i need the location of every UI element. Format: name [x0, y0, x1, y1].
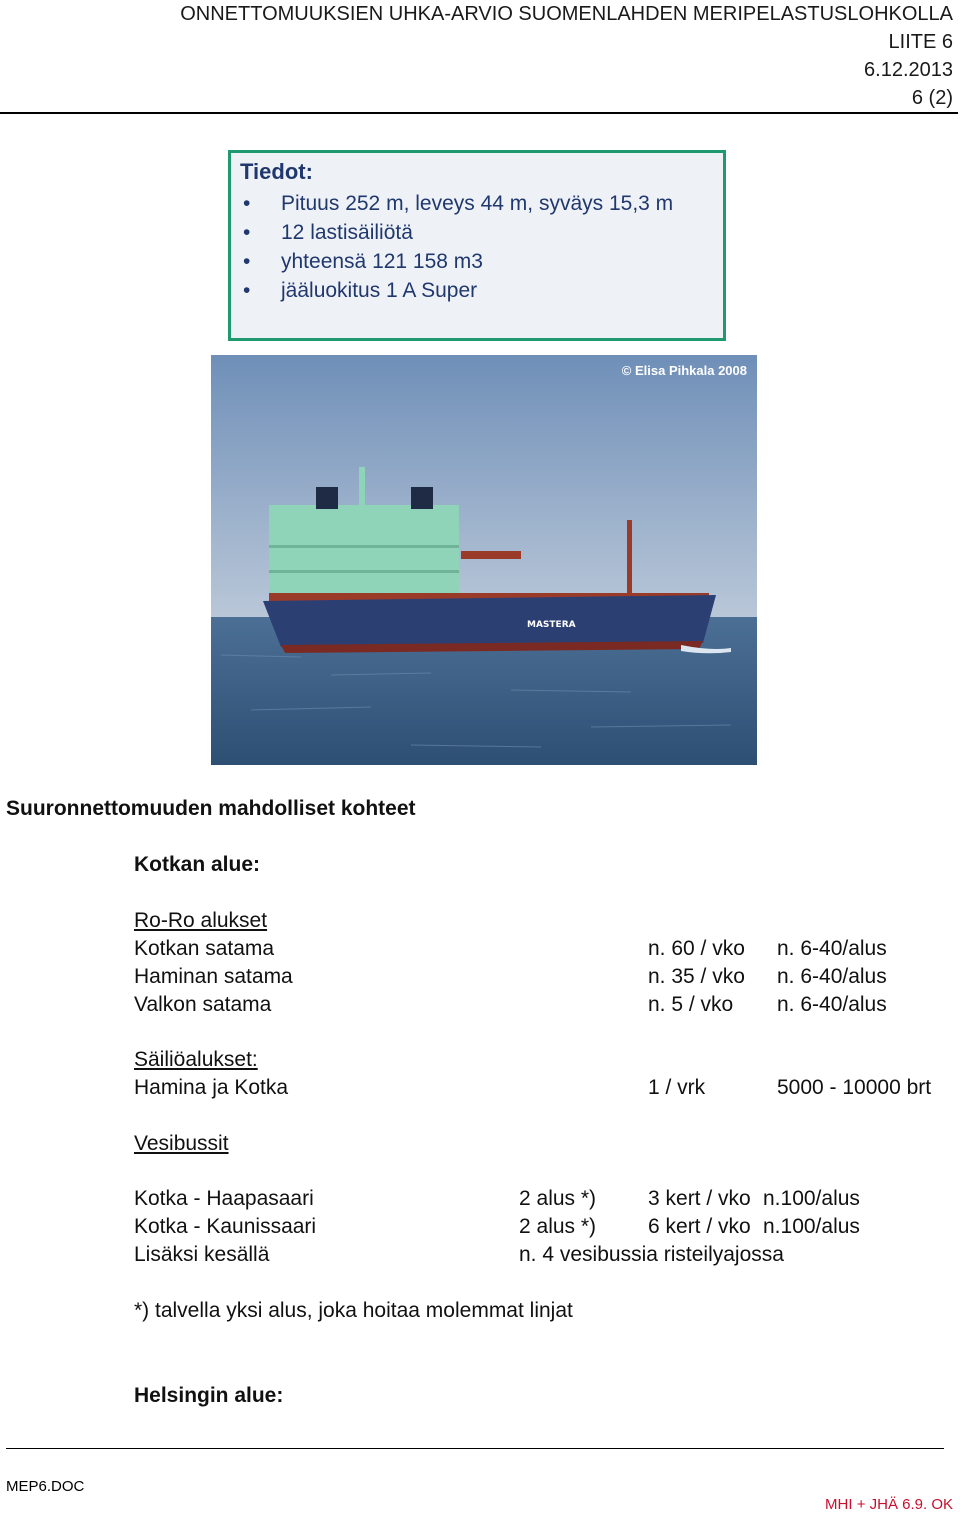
info-item: • 12 lastisäiliötä: [231, 218, 673, 247]
waterbus-freq: 6 kert / vko: [648, 1215, 751, 1238]
mast: [359, 467, 365, 507]
info-item: • yhteensä 121 158 m3: [231, 247, 673, 276]
roro-size: n. 6-40/alus: [777, 965, 887, 988]
ship-name-label: MASTERA: [527, 620, 576, 630]
waterbus-ships: 2 alus *): [519, 1215, 597, 1238]
info-item: • Pituus 252 m, leveys 44 m, syväys 15,3 m: [231, 189, 673, 218]
summer-value: n. 4 vesibussia risteilyajossa: [519, 1243, 784, 1266]
tankers-freq: 1 / vrk: [648, 1076, 706, 1099]
ship-info-box: [228, 150, 726, 341]
bullet-icon: •: [243, 279, 251, 302]
bullet-icon: •: [243, 250, 251, 273]
footnote: *) talvella yksi alus, joka hoitaa molemmat linjat: [134, 1299, 573, 1322]
roro-place: Kotkan satama: [134, 937, 275, 960]
footer-authors: MHI + JHÄ 6.9. OK: [825, 1496, 953, 1513]
funnel: [411, 487, 433, 509]
info-item: • jääluokitus 1 A Super: [231, 276, 673, 305]
ship-photo: [211, 355, 757, 765]
roro-place: Haminan satama: [134, 965, 293, 988]
funnel: [316, 487, 338, 509]
info-title: Tiedot:: [240, 159, 313, 184]
photo-copyright: © Elisa Pihkala 2008: [621, 363, 747, 378]
waterbus-ships: 2 alus *): [519, 1187, 597, 1210]
waterbus-size: n.100/alus: [763, 1215, 860, 1238]
waterbus-route: Kotka - Kaunissaari: [134, 1215, 317, 1238]
document-title: ONNETTOMUUKSIEN UHKA-ARVIO SUOMENLAHDEN MERIPELASTUSLOHKOLLA: [180, 3, 953, 25]
tanker-illustration: [211, 355, 757, 765]
summer-label: Lisäksi kesällä: [134, 1243, 270, 1266]
section-title: Suuronnettomuuden mahdolliset kohteet: [6, 797, 416, 820]
tankers-size: 5000 - 10000 brt: [777, 1076, 932, 1099]
header-rule: [0, 112, 958, 114]
bullet-icon: •: [243, 192, 251, 215]
waterbus-heading: Vesibussit: [134, 1132, 229, 1155]
roro-size: n. 6-40/alus: [777, 993, 887, 1016]
roro-size: n. 6-40/alus: [777, 937, 887, 960]
page-number: 6 (2): [911, 87, 953, 109]
waterbus-freq: 3 kert / vko: [648, 1187, 751, 1210]
info-list: [231, 189, 673, 305]
tankers-place: Hamina ja Kotka: [134, 1076, 289, 1099]
roro-heading: Ro-Ro alukset: [134, 909, 268, 932]
waterbus-size: n.100/alus: [763, 1187, 860, 1210]
hull: [263, 595, 716, 647]
document-date: 6.12.2013: [864, 59, 953, 81]
attachment-label: LIITE 6: [888, 31, 953, 53]
tankers-heading: Säiliöalukset:: [134, 1048, 258, 1071]
kotka-heading: Kotkan alue:: [134, 853, 261, 876]
footer-rule: [6, 1448, 944, 1449]
helsinki-heading: Helsingin alue:: [134, 1384, 284, 1407]
roro-place: Valkon satama: [134, 993, 272, 1016]
footer-filename: MEP6.DOC: [6, 1478, 85, 1495]
bullet-icon: •: [243, 221, 251, 244]
waterbus-route: Kotka - Haapasaari: [134, 1187, 314, 1210]
superstructure: [269, 505, 459, 597]
roro-freq: n. 35 / vko: [648, 965, 745, 988]
roro-freq: n. 60 / vko: [648, 937, 745, 960]
roro-freq: n. 5 / vko: [648, 993, 734, 1016]
